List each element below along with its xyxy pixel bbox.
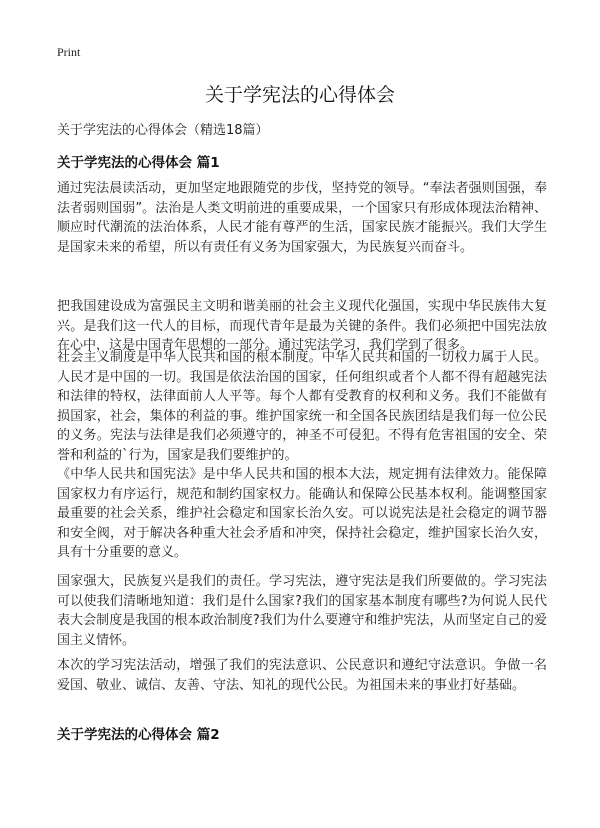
section-heading-2: 关于学宪法的心得体会 篇2 bbox=[57, 727, 220, 743]
paragraph-2: 把我国建设成为富强民主文明和谐美丽的社会主义现代化强国，实现中华民族伟大复兴。是我们这一代人的目标，而现代青年是最为关键的条件。我们必须把中国宪法放在心中，这是中国青年思想的一部分。通过宪法学习，我们学到了很多。 bbox=[57, 299, 547, 354]
print-label: Print bbox=[57, 45, 81, 59]
section-heading-1: 关于学宪法的心得体会 篇1 bbox=[57, 155, 220, 171]
page-title: 关于学宪法的心得体会 bbox=[204, 84, 395, 106]
paragraph-6: 本次的学习宪法活动，增强了我们的宪法意识、公民意识和遵纪守法意识。争做一名爱国、敬业、诚信、友善、守法、知礼的现代公民。为祖国未来的事业打好基础。 bbox=[57, 658, 547, 693]
paragraph-4: 《中华人民共和国宪法》是中华人民共和国的根本大法，规定拥有法律效力。能保障国家权力有序运行，规范和制约国家权力。能确认和保障公民基本权利。能调整国家最重要的社会关系，维护社会稳定和国家长治久安。可以说宪法是社会稳定的调节器和安全阀，对于解决各种重大社会矛盾和冲突，保持社会稳定，维护国家长治久安，具有十分重要的意义。 bbox=[57, 467, 547, 561]
paragraph-5: 国家强大，民族复兴是我们的责任。学习宪法，遵守宪法是我们所要做的。学习宪法可以使我们清晰地知道：我们是什么国家?我们的国家基本制度有哪些?为何说人民代表大会制度是我国的根本政治制度?我们为什么要遵守和维护宪法，从而坚定自己的爱国主义情怀。 bbox=[57, 574, 547, 648]
paragraph-3: 社会主义制度是中华人民共和国的根本制度。中华人民共和国的一切权力属于人民。人民才是中国的一切。我国是依法治国的国家，任何组织或者个人都不得有超越宪法和法律的特权，法律面前人人平等。每个人都有受教育的权利和义务。我们不能做有损国家，社会，集体的利益的事。维护国家统一和全国各民族团结是我们每一位公民的义务。宪法与法律是我们必须遵守的，神圣不可侵犯。不得有危害祖国的安全、荣誉和利益的`行为，国家是我们要维护的。 bbox=[57, 350, 547, 463]
document-subtitle: 关于学宪法的心得体会（精选18篇） bbox=[57, 123, 269, 138]
paragraph-1: 通过宪法晨读活动，更加坚定地跟随党的步伐，坚持党的领导。“奉法者强则国强，奉法者弱则国弱”。法治是人类文明前进的重要成果，一个国家只有形成体现法治精神、顺应时代潮流的法治体系，人民才能有尊严的生活，国家民族才能振兴。我们大学生是国家未来的希望，所以有责任有义务为国家强大，为民族复兴而奋斗。 bbox=[57, 181, 547, 255]
